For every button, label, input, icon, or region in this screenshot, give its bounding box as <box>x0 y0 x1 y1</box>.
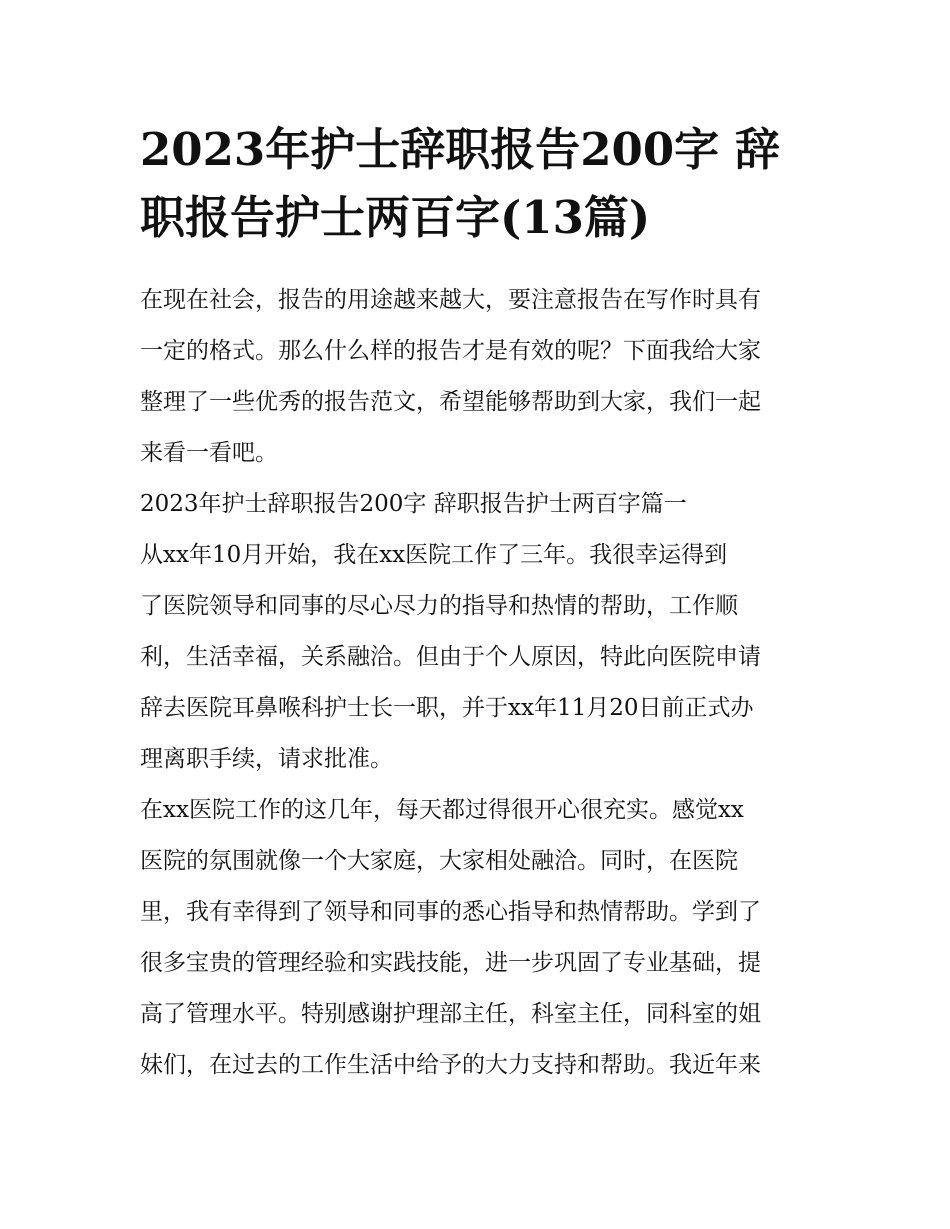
body-line: 从xx年10月开始，我在xx医院工作了三年。我很幸运得到 <box>140 542 728 568</box>
body-line: 利，生活幸福，关系融洽。但由于个人原因，特此向医院申请 <box>140 644 761 670</box>
body-line: 理离职手续，请求批准。 <box>140 746 393 772</box>
body-line: 妹们，在过去的工作生活中给予的大力支持和帮助。我近年来 <box>140 1052 761 1078</box>
body-line: 辞去医院耳鼻喉科护士长一职，并于xx年11月20日前正式办 <box>140 695 754 721</box>
body-line: 在xx医院工作的这几年，每天都过得很开心很充实。感觉xx <box>140 797 744 823</box>
body-line: 里，我有幸得到了领导和同事的悉心指导和热情帮助。学到了 <box>140 899 761 925</box>
body-line: 高了管理水平。特别感谢护理部主任，科室主任，同科室的姐 <box>140 1001 761 1027</box>
section-heading: 2023年护士辞职报告200字 辞职报告护士两百字篇一 <box>140 491 687 517</box>
body-line: 在现在社会，报告的用途越来越大，要注意报告在写作时具有 <box>140 287 761 313</box>
document-title <box>140 116 820 252</box>
body-line: 很多宝贵的管理经验和实践技能，进一步巩固了专业基础，提 <box>140 950 761 976</box>
body-line: 来看一看吧。 <box>140 440 278 466</box>
title-line-1: 2023年护士辞职报告200字 辞 <box>140 123 780 176</box>
title-line-2: 职报告护士两百字(13篇) <box>140 191 651 244</box>
body-line: 一定的格式。那么什么样的报告才是有效的呢？下面我给大家 <box>140 338 761 364</box>
body-line: 了医院领导和同事的尽心尽力的指导和热情的帮助，工作顺 <box>140 593 738 619</box>
body-line: 整理了一些优秀的报告范文，希望能够帮助到大家，我们一起 <box>140 389 761 415</box>
body-line: 医院的氛围就像一个大家庭，大家相处融洽。同时，在医院 <box>140 848 738 874</box>
